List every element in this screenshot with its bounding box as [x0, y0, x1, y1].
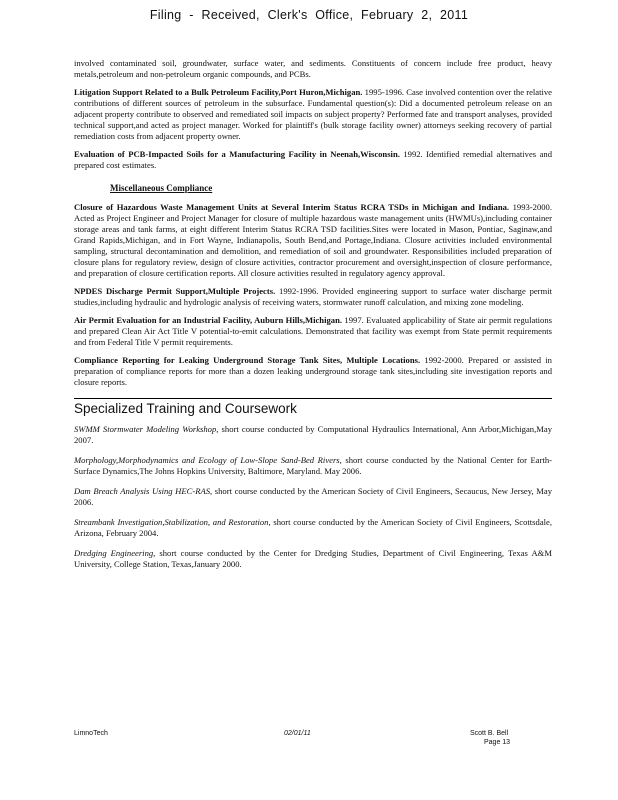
- project-description: 1992-2000. Prepared or assisted in preparation of compliance reports for more than a dozen leaking underground storage tank sites,including site investigation reports and closure reports.: [74, 355, 552, 387]
- course-entry: [74, 455, 552, 477]
- section-divider: [74, 398, 552, 399]
- course-details: , short course conducted by the National Center for Earth-Surface Dynamics,The Johns Hopkins University, Baltimore, Maryland. May 2006.: [74, 455, 553, 476]
- project-description: 1997. Evaluated applicability of State air permit regulations and prepared Clean Air Act Title V potential-to-emit calculations. Demonstrated that facility was exempt from State permit requirements and from Federal Title V permit requirements.: [74, 315, 552, 347]
- training-section-heading: Specialized Training and Coursework: [74, 401, 297, 416]
- footer-date: 02/01/11: [284, 730, 311, 737]
- project-entry: [74, 315, 552, 348]
- project-entry: [74, 202, 552, 279]
- project-entry: [74, 286, 552, 308]
- project-title: Compliance Reporting for Leaking Underground Storage Tank Sites, Multiple Locations.: [74, 355, 421, 365]
- footer-author-block: [470, 729, 510, 747]
- course-entry: [74, 517, 552, 539]
- project-description: 1992-1996. Provided engineering support to surface water discharge permit studies,including hydraulic and hydrologic analysis of receiving waters, stormwater runoff calculation, and mixing zone modeling.: [74, 286, 553, 307]
- course-entry: [74, 486, 552, 508]
- project-title: Air Permit Evaluation for an Industrial Facility, Auburn Hills,Michigan.: [74, 315, 342, 325]
- project-title: NPDES Discharge Permit Support,Multiple Projects.: [74, 286, 276, 296]
- project-description: 1992. Identified remedial alternatives and prepared cost estimates.: [74, 149, 552, 170]
- misc-compliance-heading: Miscellaneous Compliance: [110, 183, 213, 193]
- course-name: Streambank Investigation,Stabilization, and Restoration: [74, 517, 269, 527]
- course-name: Dredging Engineering: [74, 548, 154, 558]
- course-details: , short course conducted by Computational Hydraulics International, Ann Arbor,Michigan,May 2007.: [74, 424, 552, 445]
- course-entry: [74, 548, 552, 570]
- project-description: 1993-2000. Acted as Project Engineer and Project Manager for closure of multiple hazardous waste management units (HWMUs),including container storage areas and tank farms, at eight different Interim Status RCRA TSD facilities.Sites were located in Mason, Pontiac, Saginaw,and Grand Rapids,Michigan, and in Fort Wayne, Indianapolis, South Bend,and Portage,Indiana. Closure activities included environmental sampling, structural decontamination and demolition, and remediation of soil and groundwater. Responsibilities included preparation of closure plans for regulatory review, design of closure activities, contractor procurement and oversight,inspection of closure performance, and preparation of closure certification reports. All closure activities resulted in regulatory agency approval.: [74, 202, 552, 278]
- filing-stamp-header: Filing - Received, Clerk's Office, February 2, 2011: [149, 8, 469, 22]
- course-details: , short course conducted by the American Society of Civil Engineers, Scottsdale, Arizona, February 2004.: [74, 517, 552, 538]
- course-entry: [74, 424, 552, 446]
- project-entry: [74, 58, 552, 80]
- project-entry: [74, 355, 552, 388]
- project-description: 1995-1996. Case involved contention over the relative contributions of different sources of petroleum in the subsurface. Fundamental question(s): Did a documented petroleum release on an adjacent property contribute to observed and remediated soil impacts on subject property? Performed fate and transport analyses, provided technical support,and acted as project manager. Worked for plaintiff's (bulk storage facility owner) attorneys seeking recovery of partial remediation costs from adjacent property owner.: [74, 87, 552, 141]
- footer-page-number: Page 13: [484, 739, 511, 746]
- project-title: Evaluation of PCB-Impacted Soils for a Manufacturing Facility in Neenah,Wisconsin.: [74, 149, 400, 159]
- course-name: SWMM Stormwater Modeling Workshop: [74, 424, 217, 434]
- footer-company: LimnoTech: [74, 730, 108, 737]
- course-details: , short course conducted by the American Society of Civil Engineers, Secaucus, New Jersey, May 2006.: [74, 486, 552, 507]
- project-description: involved contaminated soil, groundwater, surface water, and sediments. Constituents of concern include free product, heavy metals,petroleum and non-petroleum organic compounds, and PCBs.: [74, 58, 552, 79]
- course-details: , short course conducted by the Center for Dredging Studies, Department of Civil Engineering, Texas A&M University, College Station, Texas,January 2000.: [74, 548, 552, 569]
- project-title: Closure of Hazardous Waste Management Units at Several Interim Status RCRA TSDs in Michigan and Indiana.: [74, 202, 510, 212]
- project-entry: [74, 149, 552, 171]
- course-name: Morphology,Morphodynamics and Ecology of Low-Slope Sand-Bed Rivers: [74, 455, 340, 465]
- project-title: Litigation Support Related to a Bulk Petroleum Facility,Port Huron,Michigan.: [74, 87, 363, 97]
- course-name: Dam Breach Analysis Using HEC-RAS: [74, 486, 211, 496]
- resume-content: [74, 58, 552, 579]
- footer-author-name: Scott B. Bell: [470, 730, 509, 737]
- project-entry: [74, 87, 552, 142]
